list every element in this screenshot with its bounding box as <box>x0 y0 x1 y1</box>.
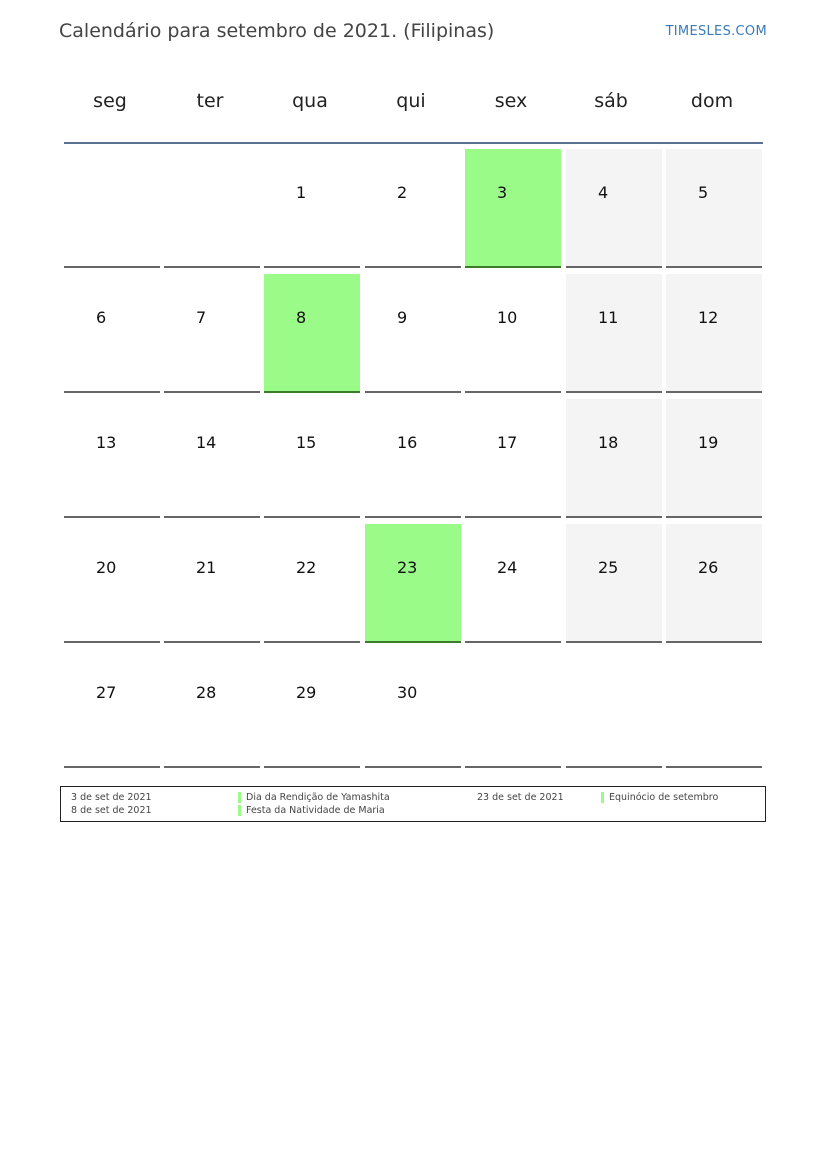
day-number: 30 <box>397 683 418 702</box>
day-cell <box>264 274 360 393</box>
empty-day-cell <box>465 649 561 768</box>
day-number: 5 <box>698 183 709 202</box>
day-cell <box>666 524 762 643</box>
day-number: 18 <box>598 433 619 452</box>
day-number: 14 <box>196 433 217 452</box>
day-cell <box>666 149 762 268</box>
day-cell <box>164 399 260 518</box>
day-number: 29 <box>296 683 317 702</box>
day-cell <box>465 274 561 393</box>
legend-color-swatch <box>601 792 604 803</box>
day-cell <box>666 399 762 518</box>
day-cell <box>566 274 662 393</box>
legend-holiday-name: Dia da Rendição de Yamashita <box>246 792 390 803</box>
day-number: 2 <box>397 183 408 202</box>
day-number: 24 <box>497 558 518 577</box>
day-cell <box>164 649 260 768</box>
day-cell <box>365 399 461 518</box>
day-cell <box>64 649 160 768</box>
day-number: 23 <box>397 558 418 577</box>
day-cell <box>666 274 762 393</box>
day-number: 4 <box>598 183 609 202</box>
day-number: 22 <box>296 558 317 577</box>
empty-day-cell <box>64 149 160 268</box>
day-cell <box>465 399 561 518</box>
day-number: 25 <box>598 558 619 577</box>
day-number: 20 <box>96 558 117 577</box>
empty-day-cell <box>164 149 260 268</box>
day-number: 9 <box>397 308 408 327</box>
day-number: 16 <box>397 433 418 452</box>
day-number: 6 <box>96 308 107 327</box>
day-cell <box>365 524 461 643</box>
day-number: 10 <box>497 308 518 327</box>
day-number: 19 <box>698 433 719 452</box>
day-cell <box>566 399 662 518</box>
day-number: 27 <box>96 683 117 702</box>
legend-date: 23 de set de 2021 <box>477 792 564 803</box>
day-number: 26 <box>698 558 719 577</box>
page-title: Calendário para setembro de 2021. (Filipinas) <box>59 20 495 42</box>
header-divider <box>64 142 763 144</box>
empty-day-cell <box>566 649 662 768</box>
day-cell <box>264 149 360 268</box>
day-cell <box>64 274 160 393</box>
day-cell <box>566 524 662 643</box>
day-number: 3 <box>497 183 508 202</box>
weekday-label: qua <box>292 90 328 112</box>
weekday-label: dom <box>690 90 734 112</box>
day-cell <box>64 524 160 643</box>
weekday-label: ter <box>196 90 224 112</box>
day-number: 1 <box>296 183 307 202</box>
day-number: 7 <box>196 308 207 327</box>
day-cell <box>64 399 160 518</box>
day-cell <box>264 649 360 768</box>
day-number: 21 <box>196 558 217 577</box>
legend-color-swatch <box>238 805 241 816</box>
weekday-label: sex <box>494 90 528 112</box>
weekday-label: sáb <box>594 90 628 112</box>
day-cell <box>264 524 360 643</box>
legend-date: 3 de set de 2021 <box>71 792 152 803</box>
day-cell <box>365 649 461 768</box>
legend-holiday-name: Equinócio de setembro <box>609 792 719 803</box>
day-number: 17 <box>497 433 518 452</box>
day-cell <box>465 524 561 643</box>
day-cell <box>566 149 662 268</box>
weekday-label: qui <box>396 90 426 112</box>
day-number: 8 <box>296 308 307 327</box>
day-cell <box>164 274 260 393</box>
brand-link[interactable]: TIMESLES.COM <box>665 24 767 39</box>
day-cell <box>365 274 461 393</box>
holiday-legend <box>60 786 766 822</box>
legend-color-swatch <box>238 792 241 803</box>
weekday-header <box>62 90 764 120</box>
weekday-label: seg <box>93 90 127 112</box>
empty-day-cell <box>666 649 762 768</box>
day-number: 15 <box>296 433 317 452</box>
day-cell <box>264 399 360 518</box>
day-number: 11 <box>598 308 619 327</box>
day-cell <box>164 524 260 643</box>
day-number: 13 <box>96 433 117 452</box>
day-number: 28 <box>196 683 217 702</box>
day-cell <box>465 149 561 268</box>
day-cell <box>365 149 461 268</box>
day-number: 12 <box>698 308 719 327</box>
legend-date: 8 de set de 2021 <box>71 805 152 816</box>
legend-holiday-name: Festa da Natividade de Maria <box>246 805 385 816</box>
